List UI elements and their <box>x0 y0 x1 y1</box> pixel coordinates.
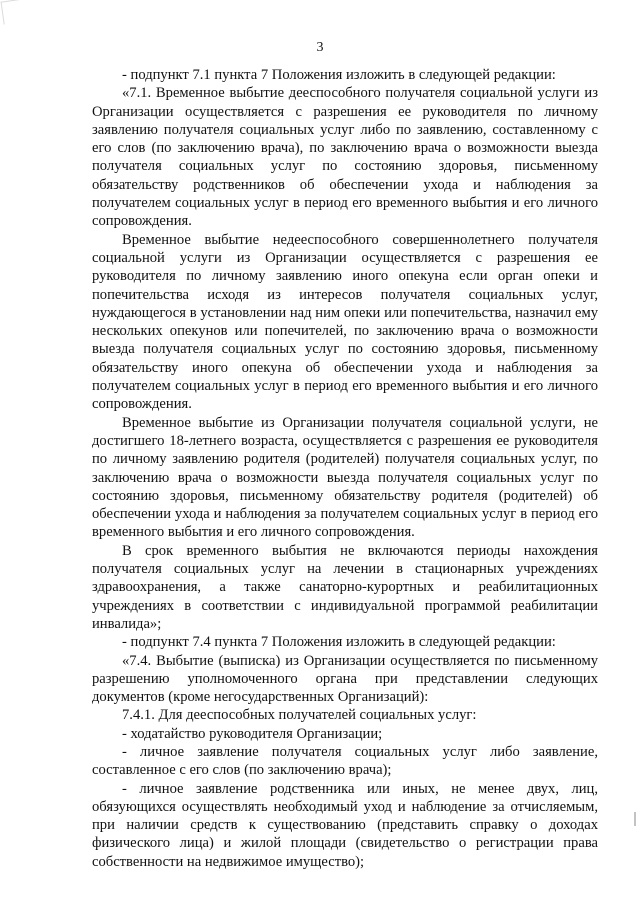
paragraph: «7.4. Выбытие (выписка) из Организации осуществляется по письменному разрешению уполномоченного органа при представлении следующих документов (кроме негосударственных Организаций): <box>92 652 598 706</box>
paragraph: «7.1. Временное выбытие дееспособного получателя социальной услуги из Организации осуществляется с разрешения ее руководителя по личному заявлению получателя социальных услуг либо по заявлению, составленному с его слов (по заключению врача), по заключению врача о возможности выезда получателя социальных услуг по состоянию здоровья, письменному обязательству родственников об обеспечении ухода и наблюдения за получателем социальных услуг в период его временного выбытия и его личного сопровождения. <box>92 85 598 230</box>
document-body <box>92 66 598 871</box>
paragraph: В срок временного выбытия не включаются периоды нахождения получателя социальных услуг на лечении в стационарных учреждениях здравоохранения, а также санаторно-курортных и реабилитационных учреждениях в соответствии с индивидуальной программой реабилитации инвалида»; <box>92 542 598 632</box>
paragraph: - подпункт 7.4 пункта 7 Положения изложить в следующей редакции: <box>122 634 556 651</box>
paragraph: Временное выбытие недееспособного совершеннолетнего получателя социальной услуги из Организации осуществляется с разрешения ее руководителя по личному заявлению иного опекуна если орган опеки и попечительства исходя из интересов получателя социальных услуг, нуждающегося в установлении над ним опеки или попечительства, назначил ему нескольких опекунов или попечителей, по заключению врача о возможности выезда получателя социальных услуг по состоянию здоровья, письменному обязательству иного опекуна об обеспечении ухода и наблюдения за получателем социальных услуг в период его временного выбытия и его личного сопровождения. <box>92 231 598 413</box>
paragraph: Временное выбытие из Организации получателя социальной услуги, не достигшего 18-летнего возраста, осуществляется с разрешения ее руководителя по личному заявлению родителя (родителей) получателя социальных услуг, по заключению врача о возможности выезда получателя социальных услуг по состоянию здоровья, письменному обязательству родителя (родителей) об обеспечении ухода и наблюдения за получателем социальных услуг в период его временного выбытия и его личного сопровождения. <box>92 414 598 541</box>
scan-artifact <box>634 812 636 826</box>
paragraph: 7.4.1. Для дееспособных получателей социальных услуг: <box>122 707 477 724</box>
scan-artifact <box>1 0 27 24</box>
paragraph: - подпункт 7.1 пункта 7 Положения изложить в следующей редакции: <box>122 67 556 83</box>
paragraph: - личное заявление получателя социальных услуг либо заявление, составленное с его слов (по заключению врача); <box>92 743 598 779</box>
paragraph: - личное заявление родственника или иных, не менее двух, лиц, обязующихся осуществлять необходимый уход и наблюдение за отчисляемым, при наличии средств к существованию (представить справку о доходах физического лица) и жилой площади (свидетельство о регистрации права собственности на недвижимое имущество); <box>92 780 598 870</box>
page-number: 3 <box>316 40 324 55</box>
paragraph: - ходатайство руководителя Организации; <box>122 725 383 742</box>
